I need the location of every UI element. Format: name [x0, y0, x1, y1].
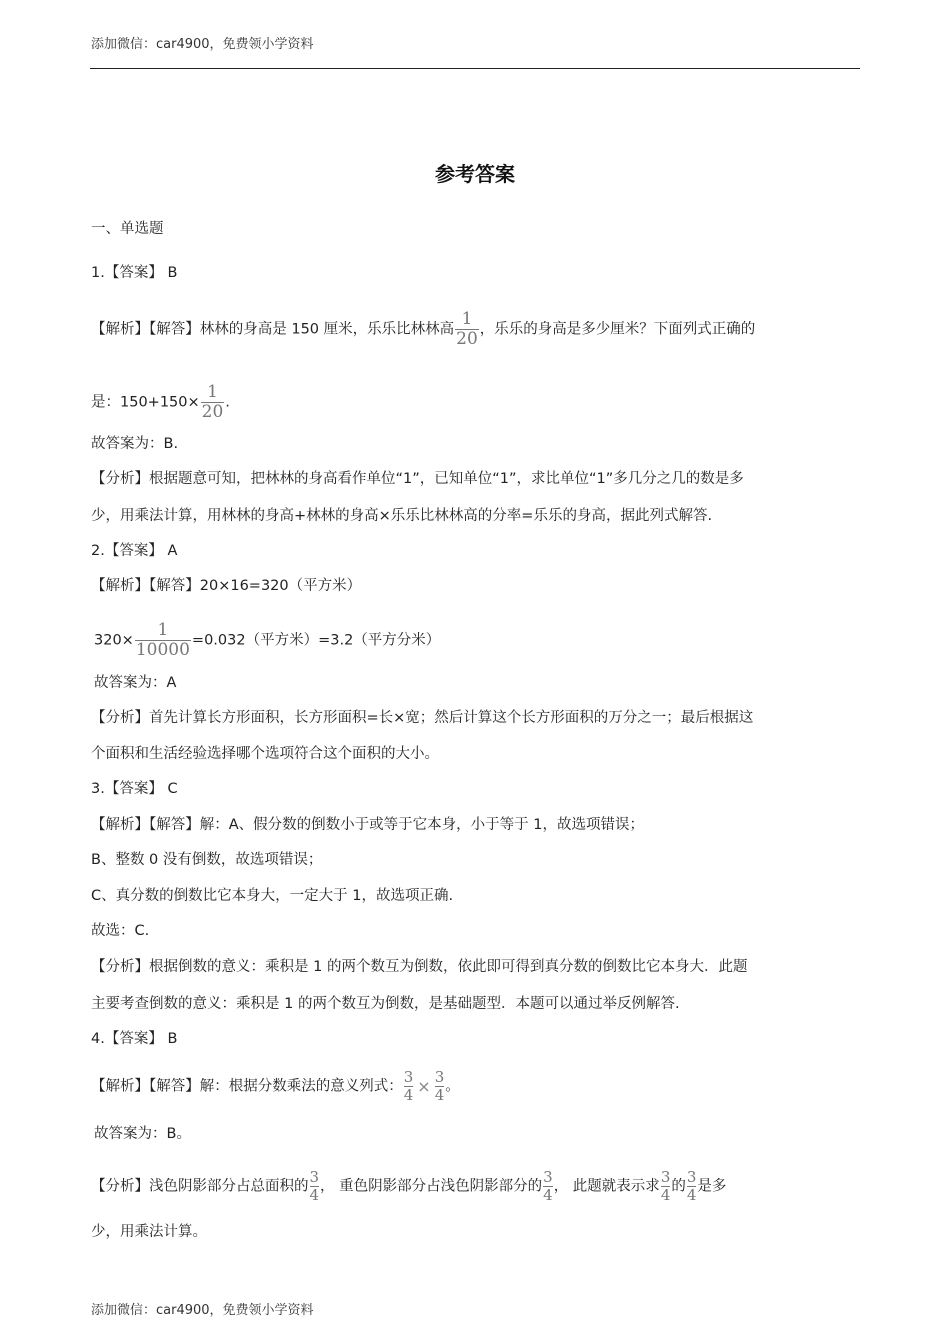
q4-fraction-a — [404, 1070, 414, 1103]
q4-analysis-text-a: 【解析】【解答】解：根据分数乘法的意义列式： — [91, 1078, 403, 1095]
q3-answer: 3.【答案】 C — [91, 781, 178, 797]
times-sign: × — [417, 1076, 431, 1096]
q2-fraction — [135, 622, 191, 659]
q4-explain-fraction-4 — [687, 1170, 697, 1203]
q4-explain-text-d: 的 — [671, 1178, 686, 1195]
q1-fraction-2-numerator: 1 — [207, 382, 218, 402]
q4-explain-fraction-3-numerator: 3 — [660, 1168, 671, 1186]
q4-explain-fraction-4-numerator: 3 — [686, 1168, 697, 1186]
q2-explain-line1: 【分析】首先计算长方形面积，长方形面积=长×宽；然后计算这个长方形面积的万分之一；最后根据这 — [91, 710, 754, 726]
q4-explain-line1 — [91, 1170, 726, 1203]
header-note: 添加微信：car4900，免费领小学资料 — [91, 37, 314, 52]
q3-analysis-line1: 【解析】【解答】解：A、假分数的倒数小于或等于它本身，小于等于 1，故选项错误； — [91, 817, 645, 833]
q1-analysis-text-c: 是：150+150× — [91, 394, 200, 411]
q3-explain-line2: 主要考查倒数的意义：乘积是 1 的两个数互为倒数，是基础题型．本题可以通过举反例解答. — [91, 996, 680, 1012]
q4-explain-fraction-1-denominator: 4 — [309, 1186, 320, 1204]
q4-explain-fraction-3 — [661, 1170, 671, 1203]
q4-explain-fraction-1 — [310, 1170, 320, 1203]
q3-analysis-line3: C、真分数的倒数比它本身大，一定大于 1，故选项正确. — [91, 888, 454, 904]
q2-fraction-numerator: 1 — [157, 620, 169, 640]
q2-calc-text-a: 320× — [94, 632, 134, 649]
q2-calculation — [94, 622, 440, 659]
q2-conclusion: 故答案为：A — [94, 675, 177, 691]
q4-explain-fraction-2-numerator: 3 — [543, 1168, 553, 1186]
page-title: 参考答案 — [435, 162, 515, 186]
q1-analysis-text-a: 【解析】【解答】林林的身高是 150 厘米，乐乐比林林高 — [91, 321, 455, 338]
q4-fraction-a-numerator: 3 — [403, 1068, 414, 1086]
q3-conclusion: 故选：C. — [91, 923, 150, 939]
q1-analysis-line2 — [91, 384, 230, 421]
q1-analysis-line1 — [91, 311, 755, 348]
q2-calc-text-b: =0.032（平方米）=3.2（平方分米） — [191, 632, 441, 649]
q1-conclusion: 故答案为：B. — [91, 436, 179, 452]
q4-explain-line2: 少，用乘法计算。 — [91, 1224, 207, 1240]
q2-fraction-denominator: 10000 — [135, 640, 190, 660]
footer-note: 添加微信：car4900，免费领小学资料 — [91, 1303, 314, 1318]
q1-fraction-1-denominator: 20 — [456, 329, 478, 349]
q4-fraction-b-numerator: 3 — [434, 1068, 445, 1086]
q4-answer: 4.【答案】 B — [91, 1031, 178, 1047]
q1-fraction-1-numerator: 1 — [461, 309, 473, 329]
q4-conclusion: 故答案为：B。 — [94, 1126, 191, 1142]
q2-answer: 2.【答案】 A — [91, 543, 178, 559]
q4-explain-fraction-3-denominator: 4 — [660, 1186, 671, 1204]
q1-analysis-text-d: . — [225, 394, 230, 411]
q3-analysis-line2: B、整数 0 没有倒数，故选项错误； — [91, 852, 323, 868]
q3-explain-line1: 【分析】根据倒数的意义：乘积是 1 的两个数互为倒数，依此即可得到真分数的倒数比它本身大．此题 — [91, 959, 748, 975]
q1-fraction-2 — [201, 384, 225, 421]
q4-explain-fraction-2-denominator: 4 — [543, 1186, 553, 1204]
q4-fraction-a-denominator: 4 — [403, 1086, 414, 1104]
q4-explain-text-e: 是多 — [697, 1178, 727, 1195]
q4-explain-text-b: ， 重色阴影部分占浅色阴影部分的 — [320, 1178, 543, 1195]
section-heading: 一、单选题 — [91, 221, 164, 237]
q4-analysis — [91, 1070, 460, 1103]
q4-fraction-b-denominator: 4 — [434, 1086, 445, 1104]
q4-explain-fraction-4-denominator: 4 — [686, 1186, 697, 1204]
q1-answer: 1.【答案】 B — [91, 265, 178, 281]
q1-analysis-text-b: ，乐乐的身高是多少厘米？下面列式正确的 — [479, 321, 756, 338]
q1-fraction-2-denominator: 20 — [201, 402, 224, 422]
q4-explain-text-a: 【分析】浅色阴影部分占总面积的 — [91, 1178, 309, 1195]
q2-analysis: 【解析】【解答】20×16=320（平方米） — [91, 578, 362, 594]
q4-analysis-text-b: 。 — [445, 1078, 460, 1095]
header-rule — [90, 68, 860, 69]
q4-fraction-b — [435, 1070, 445, 1103]
q1-fraction-1 — [455, 311, 479, 348]
q4-explain-text-c: ， 此题就表示求 — [553, 1178, 660, 1195]
q1-explain-line2: 少，用乘法计算，用林林的身高+林林的身高×乐乐比林林高的分率=乐乐的身高，据此列式解答. — [91, 508, 713, 524]
q4-explain-fraction-1-numerator: 3 — [309, 1168, 320, 1186]
q2-explain-line2: 个面积和生活经验选择哪个选项符合这个面积的大小。 — [91, 746, 439, 762]
q1-explain-line1: 【分析】根据题意可知，把林林的身高看作单位“1”，已知单位“1”，求比单位“1”多几分之几的数是多 — [91, 471, 744, 487]
q4-explain-fraction-2 — [543, 1170, 553, 1203]
